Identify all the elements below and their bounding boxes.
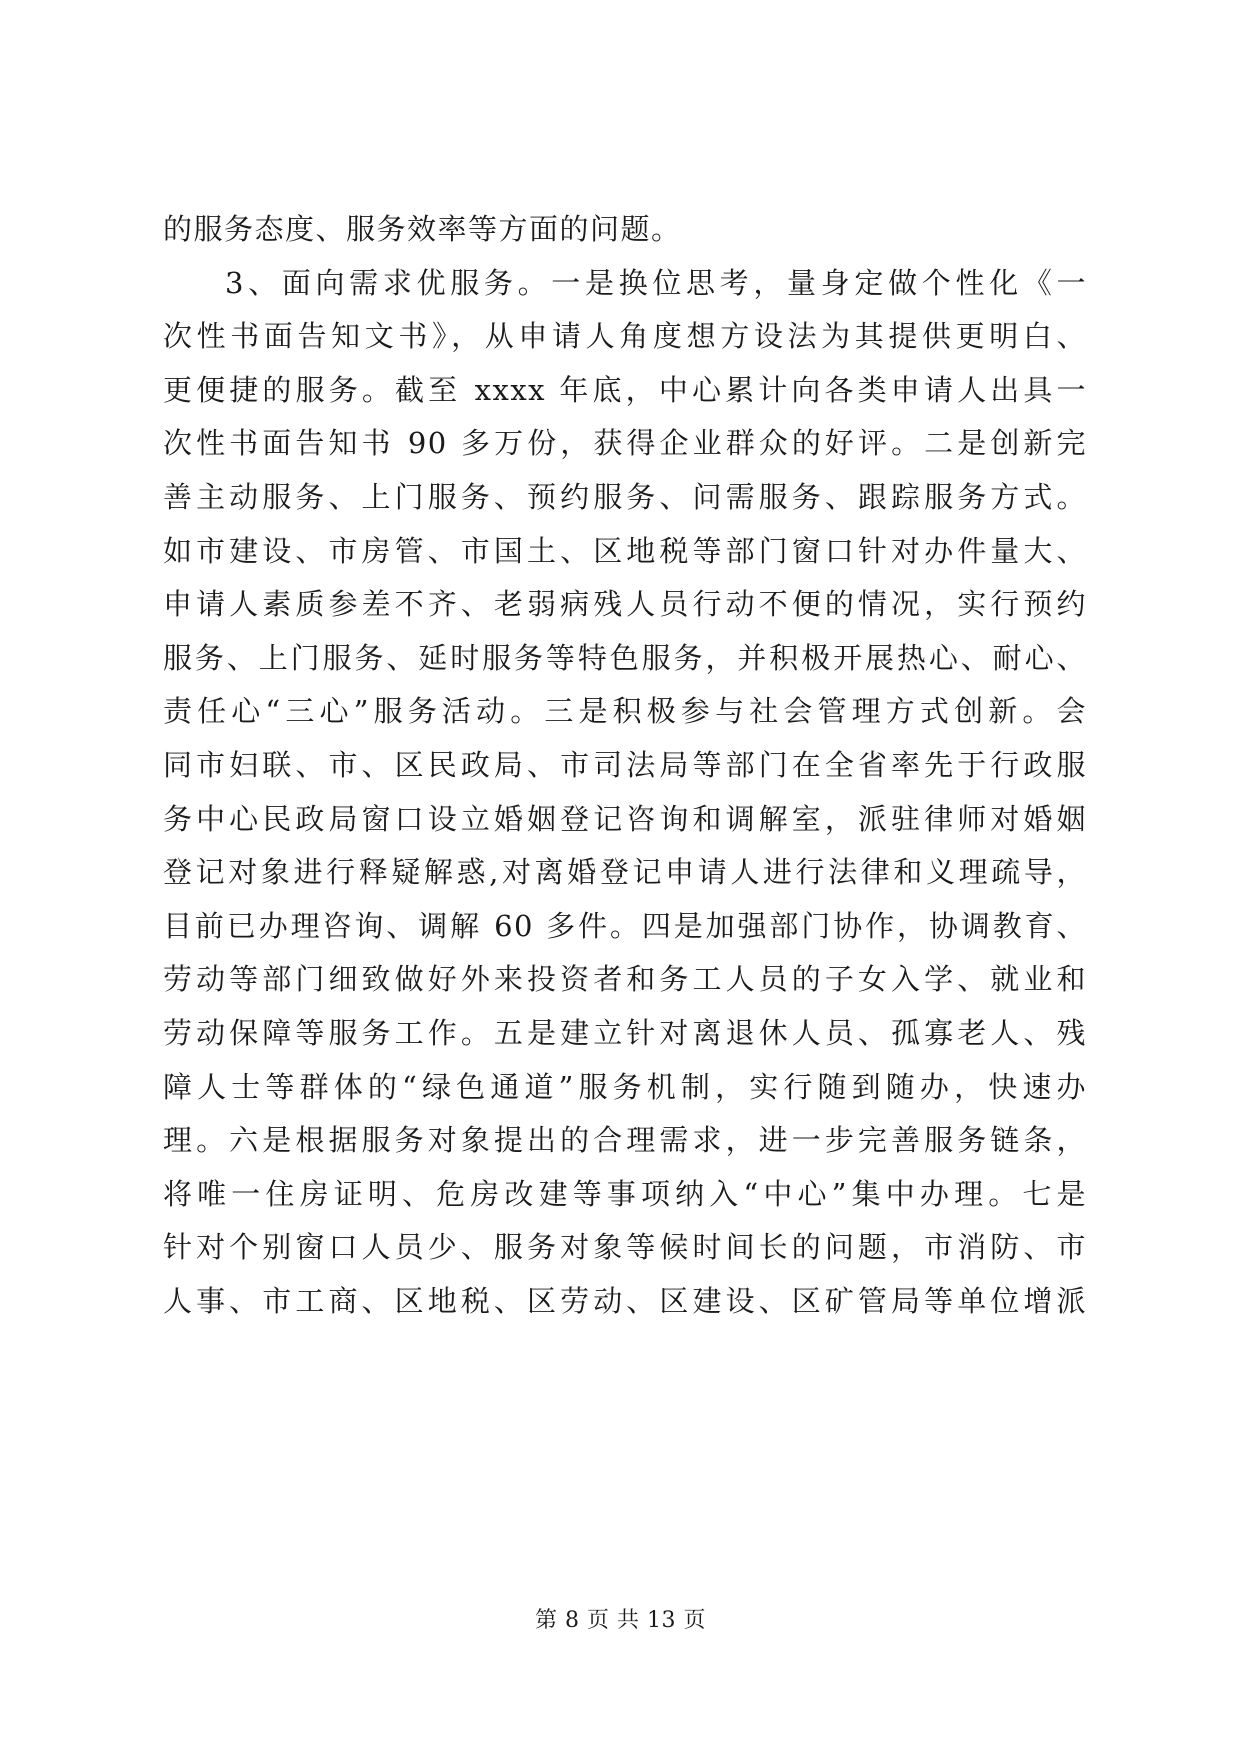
text-line: 针对个别窗口人员少、服务对象等候时间长的问题，市消防、市 bbox=[163, 1230, 1087, 1265]
text-line: 同市妇联、市、区民政局、市司法局等部门在全省率先于行政服 bbox=[163, 747, 1087, 782]
text-line: 务中心民政局窗口设立婚姻登记咨询和调解室，派驻律师对婚姻 bbox=[163, 801, 1087, 836]
text-line: 目前已办理咨询、调解 60 多件。四是加强部门协作，协调教育、 bbox=[163, 908, 1087, 943]
text-line: 登记对象进行释疑解惑,对离婚登记申请人进行法律和义理疏导， bbox=[163, 855, 1087, 890]
body-text bbox=[163, 203, 1087, 1328]
text-line: 劳动保障等服务工作。五是建立针对离退休人员、孤寡老人、残 bbox=[163, 1015, 1087, 1050]
text-line: 的服务态度、服务效率等方面的问题。 bbox=[163, 212, 682, 246]
text-line: 次性书面告知文书》，从申请人角度想方设法为其提供更明白、 bbox=[163, 319, 1087, 354]
text-line: 理。六是根据服务对象提出的合理需求，进一步完善服务链条， bbox=[163, 1123, 1087, 1158]
text-line: 3、面向需求优服务。一是换位思考，量身定做个性化《一 bbox=[225, 265, 1087, 300]
text-line: 更便捷的服务。截至 xxxx 年底，中心累计向各类申请人出具一 bbox=[163, 372, 1087, 407]
text-line: 申请人素质参差不齐、老弱病残人员行动不便的情况，实行预约 bbox=[163, 587, 1087, 622]
text-line: 如市建设、市房管、市国土、区地税等部门窗口针对办件量大、 bbox=[163, 533, 1087, 568]
text-line: 障人士等群体的“绿色通道”服务机制，实行随到随办，快速办 bbox=[163, 1069, 1087, 1104]
text-line: 服务、上门服务、延时服务等特色服务，并积极开展热心、耐心、 bbox=[163, 640, 1087, 675]
text-line: 次性书面告知书 90 多万份，获得企业群众的好评。二是创新完 bbox=[163, 426, 1087, 461]
text-line: 善主动服务、上门服务、预约服务、问需服务、跟踪服务方式。 bbox=[163, 479, 1087, 514]
text-line: 劳动等部门细致做好外来投资者和务工人员的子女入学、就业和 bbox=[163, 962, 1087, 997]
text-line: 人事、市工商、区地税、区劳动、区建设、区矿管局等单位增派 bbox=[163, 1283, 1087, 1318]
text-line: 责任心“三心”服务活动。三是积极参与社会管理方式创新。会 bbox=[163, 694, 1087, 729]
text-line: 将唯一住房证明、危房改建等事项纳入“中心”集中办理。七是 bbox=[163, 1176, 1087, 1211]
page-number-footer: 第 8 页 共 13 页 bbox=[535, 1608, 706, 1633]
